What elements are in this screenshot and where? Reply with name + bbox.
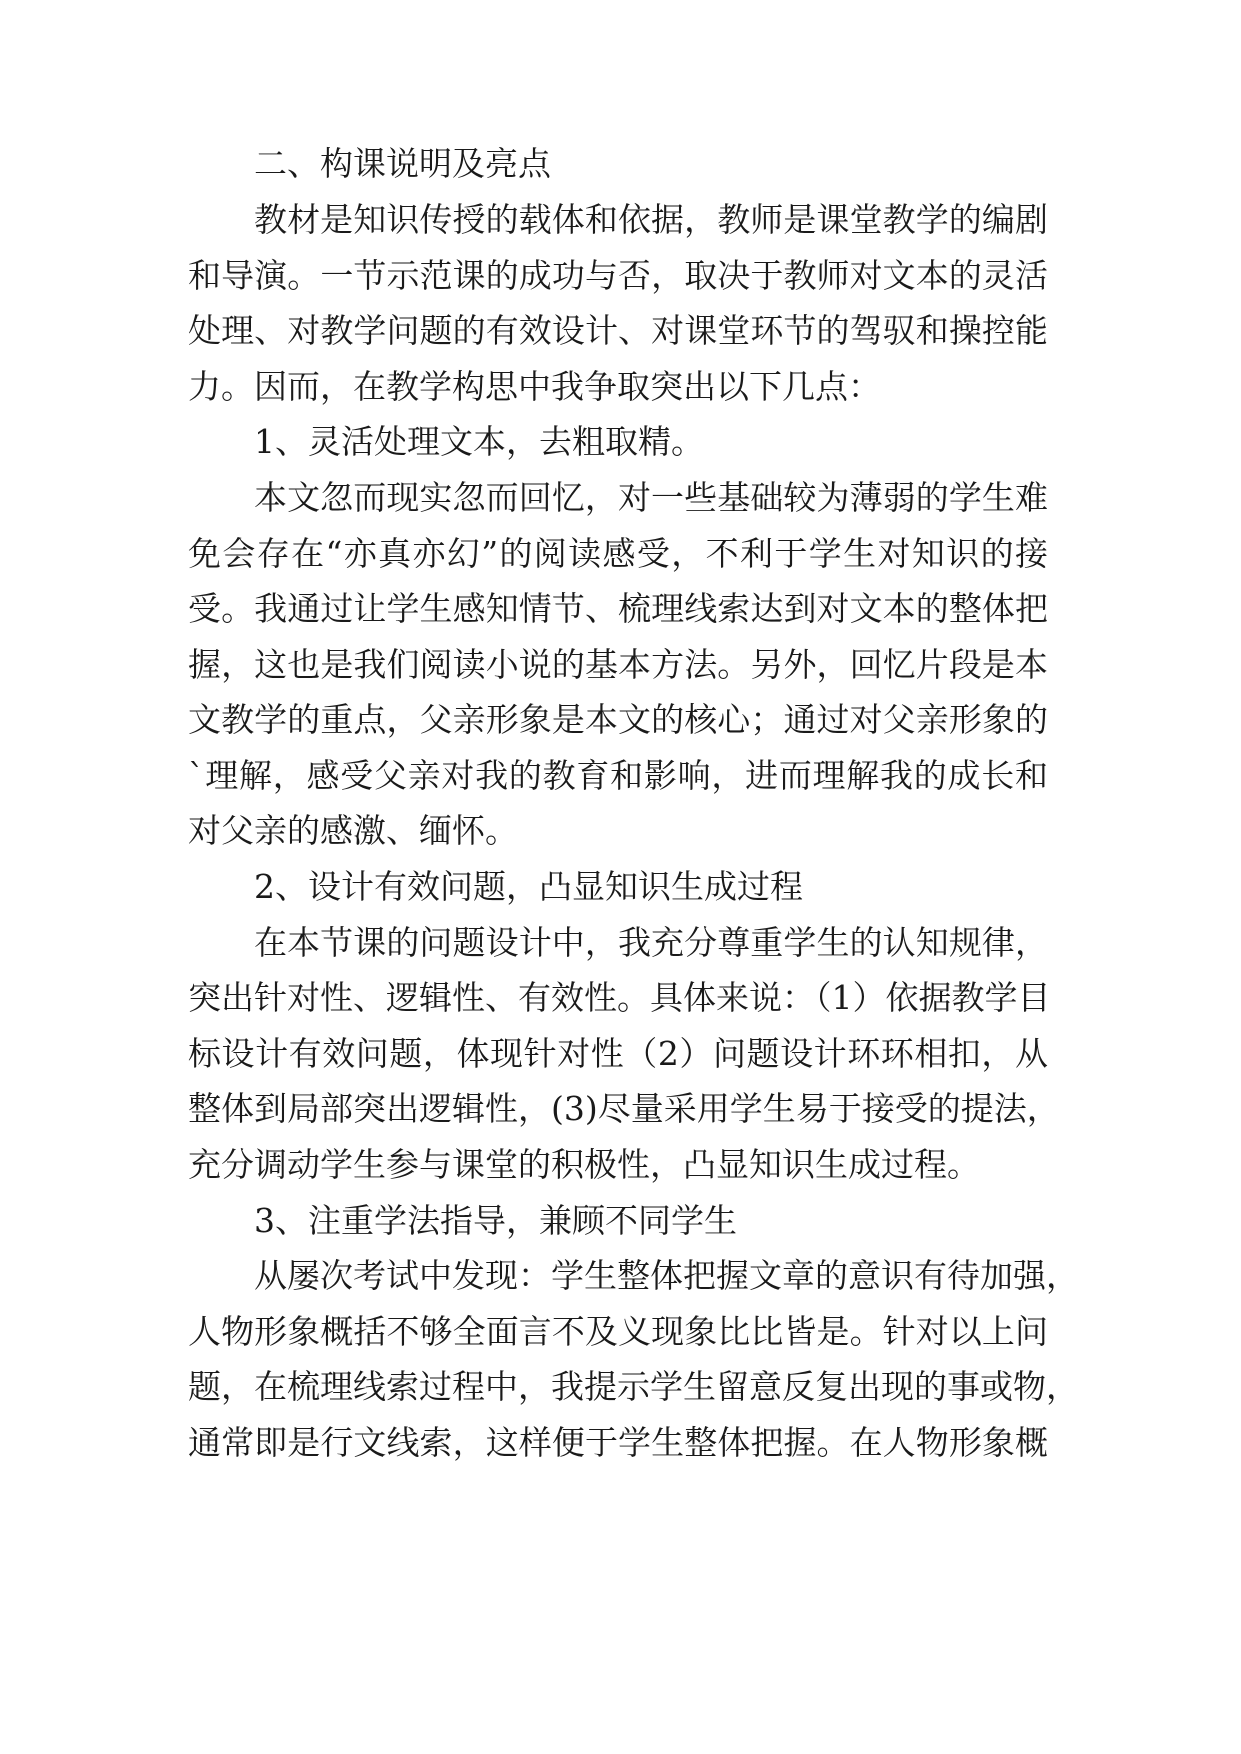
- paragraph-line: 标设计有效问题，体现针对性（2）问题设计环环相扣，从: [188, 1034, 1048, 1073]
- paragraph-line: 通常即是行文线索，这样便于学生整体把握。在人物形象概: [188, 1423, 1048, 1462]
- paragraph-line: 从屡次考试中发现：学生整体把握文章的意识有待加强，: [254, 1256, 1079, 1295]
- subsection-heading: 3、注重学法指导，兼顾不同学生: [254, 1201, 737, 1240]
- paragraph-line: 握，这也是我们阅读小说的基本方法。另外，回忆片段是本: [188, 645, 1048, 684]
- paragraph-line: 本文忽而现实忽而回忆，对一些基础较为薄弱的学生难: [254, 478, 1048, 517]
- paragraph-line: 人物形象概括不够全面言不及义现象比比皆是。针对以上问: [188, 1312, 1048, 1351]
- paragraph-line: 充分调动学生参与课堂的积极性，凸显知识生成过程。: [188, 1145, 980, 1184]
- paragraph-line: 文教学的重点，父亲形象是本文的核心；通过对父亲形象的: [188, 700, 1048, 739]
- paragraph-line: 力。因而，在教学构思中我争取突出以下几点：: [188, 367, 881, 406]
- paragraph-line: 对父亲的感激、缅怀。: [188, 811, 518, 850]
- paragraph-line: 整体到局部突出逻辑性，(3)尽量采用学生易于接受的提法，: [188, 1089, 1060, 1128]
- subsection-heading: 1、灵活处理文本，去粗取精。: [254, 422, 704, 461]
- paragraph-line: `理解，感受父亲对我的教育和影响，进而理解我的成长和: [188, 756, 1048, 795]
- paragraph-line: 和导演。一节示范课的成功与否，取决于教师对文本的灵活: [188, 256, 1048, 295]
- paragraph-line: 突出针对性、逻辑性、有效性。具体来说：（1）依据教学目: [188, 978, 1051, 1017]
- subsection-heading: 2、设计有效问题，凸显知识生成过程: [254, 867, 803, 906]
- paragraph-line: 免会存在“亦真亦幻”的阅读感受，不利于学生对知识的接: [188, 534, 1048, 573]
- paragraph-line: 教材是知识传授的载体和依据，教师是课堂教学的编剧: [254, 200, 1048, 239]
- section-heading: 二、构课说明及亮点: [254, 144, 551, 183]
- paragraph-line: 在本节课的问题设计中，我充分尊重学生的认知规律，: [254, 923, 1048, 962]
- paragraph-line: 受。我通过让学生感知情节、梳理线索达到对文本的整体把: [188, 589, 1048, 628]
- paragraph-line: 题，在梳理线索过程中，我提示学生留意反复出现的事或物，: [188, 1367, 1079, 1406]
- paragraph-line: 处理、对教学问题的有效设计、对课堂环节的驾驭和操控能: [188, 311, 1048, 350]
